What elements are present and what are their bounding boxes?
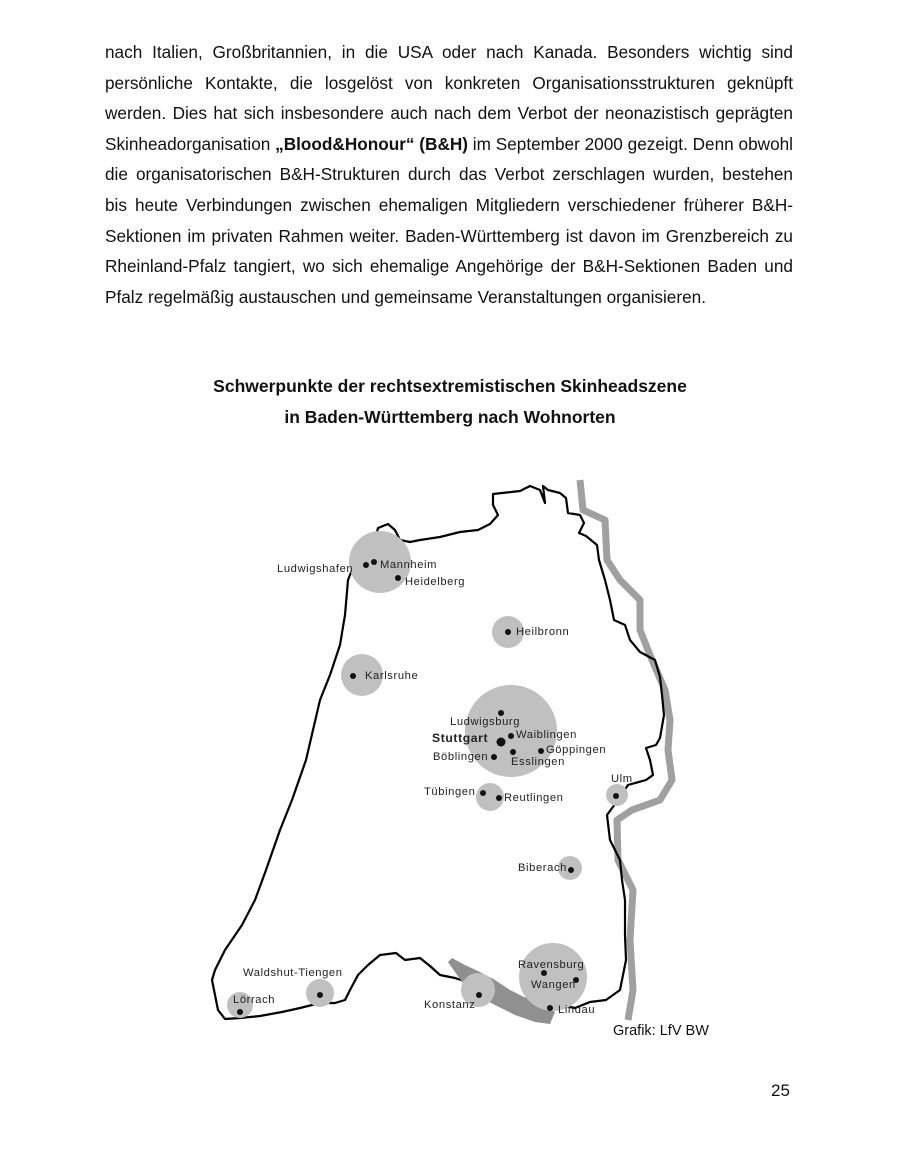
dot-biberach (568, 867, 574, 873)
dot-stuttgart (497, 738, 506, 747)
dot-waiblingen (508, 733, 514, 739)
label-wangen: Wangen (531, 979, 576, 991)
dot-goeppingen (538, 748, 544, 754)
dot-tuebingen (480, 790, 486, 796)
paragraph-text-2: im September 2000 gezeigt. Denn obwohl die organisatorischen B&H-Strukturen durch das Verbot zerschlagen wurden, bestehen bis heute Verbindungen zwischen ehemaligen Mitgliedern verschiedener früherer B&H-Sektionen im privaten Rahmen weiter. Baden-Württemberg ist davon im Grenzbereich zu Rheinland-Pfalz tangiert, wo sich ehemalige Angehörige der B&H-Sektionen Baden und Pfalz regelmäßig austauschen und gemeinsame Veranstaltungen organisieren. (105, 133, 794, 307)
map-baden-wuerttemberg (0, 470, 900, 1040)
label-boeblingen: Böblingen (433, 751, 489, 763)
label-ulm: Ulm (611, 773, 633, 785)
dot-konstanz (476, 992, 482, 998)
label-loerrach: Lörrach (233, 994, 276, 1006)
paragraph-bold-org-name: „Blood&Honour“ (B&H) (275, 133, 468, 154)
label-lindau: Lindau (558, 1004, 596, 1016)
dot-lindau (547, 1005, 553, 1011)
body-paragraph (105, 37, 793, 312)
label-reutlingen: Reutlingen (504, 792, 564, 804)
dot-ludwigshafen (363, 562, 369, 568)
label-heilbronn: Heilbronn (516, 626, 570, 638)
figure-title-line2: in Baden-Württemberg nach Wohnorten (284, 407, 616, 427)
dot-karlsruhe (350, 673, 356, 679)
label-goeppingen: Göppingen (546, 744, 607, 756)
label-waiblingen: Waiblingen (516, 729, 577, 741)
label-ludwigsburg: Ludwigsburg (450, 716, 521, 728)
label-stuttgart: Stuttgart (432, 731, 489, 745)
dot-ulm (613, 793, 619, 799)
dot-loerrach (237, 1009, 243, 1015)
circle-ravensburg (519, 943, 587, 1011)
figure-credit: Grafik: LfV BW (613, 1023, 709, 1039)
label-ravensburg: Ravensburg (518, 959, 585, 971)
dot-esslingen (510, 749, 516, 755)
label-karlsruhe: Karlsruhe (365, 670, 419, 682)
figure-title-line1: Schwerpunkte der rechtsextremistischen Skinheadszene (213, 376, 687, 396)
page-number: 25 (771, 1081, 790, 1100)
label-waldshut: Waldshut-Tiengen (243, 967, 343, 979)
label-mannheim: Mannheim (380, 559, 438, 571)
dot-heilbronn (505, 629, 511, 635)
label-biberach: Biberach (518, 862, 567, 874)
label-tuebingen: Tübingen (424, 786, 476, 798)
label-ludwigshafen: Ludwigshafen (277, 563, 354, 575)
label-heidelberg: Heidelberg (405, 576, 466, 588)
dot-waldshut (317, 992, 323, 998)
label-esslingen: Esslingen (511, 756, 565, 768)
paragraph-text-1: nach Italien, Großbritannien, in die USA oder nach Kanada. Besonders wichtig sind persönliche Kontakte, die losgelöst von konkreten Organisationsstrukturen geknüpft werden. Dies hat sich insbesondere auch nach dem Verbot der neonazistisch geprägten Skinheadorganisation (105, 42, 793, 154)
dot-boeblingen (491, 754, 497, 760)
dot-mannheim (371, 559, 377, 565)
label-konstanz: Konstanz (424, 999, 476, 1011)
dot-reutlingen (496, 795, 502, 801)
dot-heidelberg (395, 575, 401, 581)
